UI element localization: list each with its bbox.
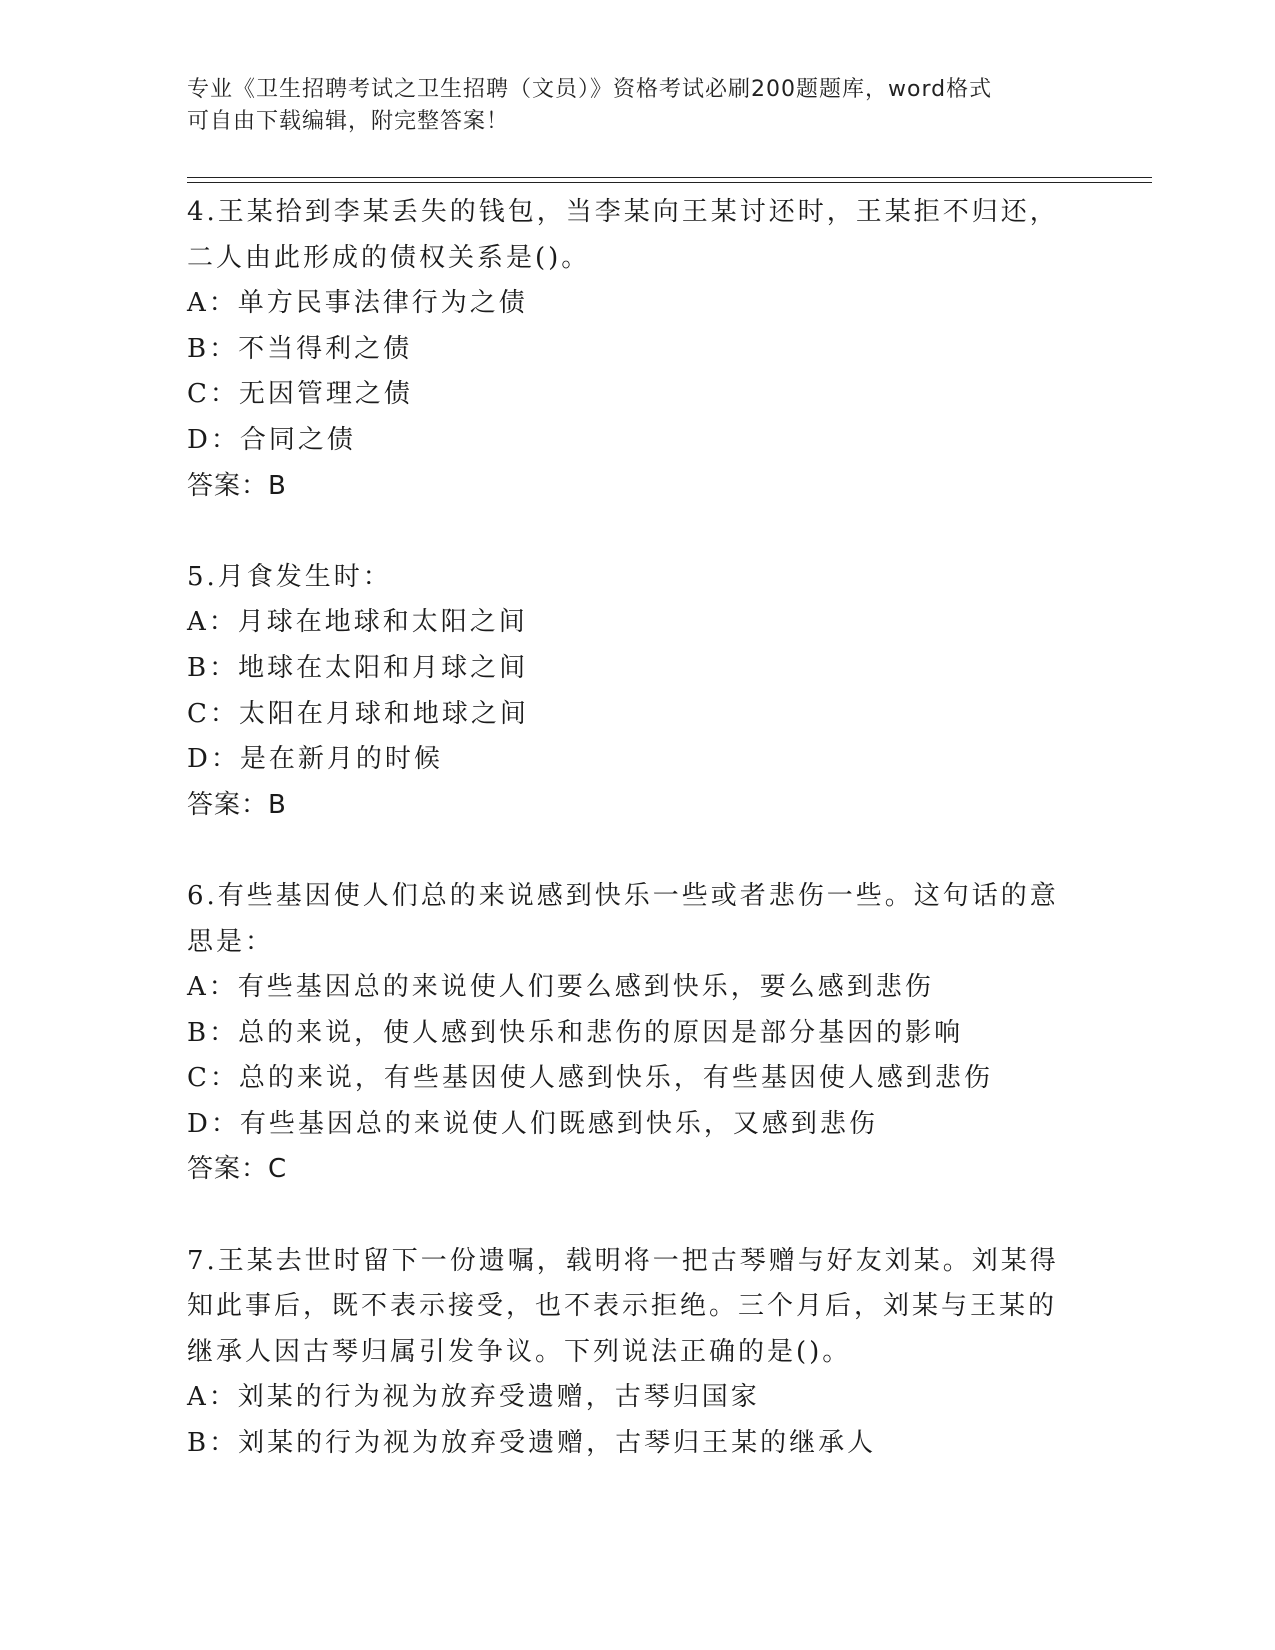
question-7: [187, 1239, 1117, 1467]
option-c: C：总的来说，有些基因使人感到快乐，有些基因使人感到悲伤: [187, 1063, 993, 1094]
option-c: C：无因管理之债: [187, 379, 413, 410]
option-b: B：刘某的行为视为放弃受遗赠，古琴归王某的继承人: [187, 1428, 877, 1459]
question-list: [187, 190, 1117, 1467]
question-stem: 继承人因古琴归属引发争议。下列说法正确的是()。: [187, 1336, 852, 1367]
option-a: A：单方民事法律行为之债: [187, 288, 528, 319]
option-a: A：月球在地球和太阳之间: [187, 607, 528, 638]
question-stem: 4.王某拾到李某丢失的钱包，当李某向王某讨还时，王某拒不归还，: [187, 197, 1059, 227]
header-line-2: 可自由下载编辑，附完整答案！: [187, 109, 510, 134]
option-b: B：地球在太阳和月球之间: [187, 652, 529, 683]
answer: 答案：C: [187, 1154, 288, 1185]
question-stem: 思是：: [187, 926, 275, 957]
option-d: D：是在新月的时候: [187, 744, 443, 775]
question-stem: 5.月食发生时：: [187, 561, 392, 592]
option-b: B：不当得利之债: [187, 333, 413, 364]
document-header: [187, 74, 1067, 138]
option-a: A：刘某的行为视为放弃受遗赠，古琴归国家: [187, 1382, 760, 1413]
option-b: B：总的来说，使人感到快乐和悲伤的原因是部分基因的影响: [187, 1017, 964, 1048]
answer: 答案：B: [187, 789, 287, 820]
question-stem: 7.王某去世时留下一份遗嘱，载明将一把古琴赠与好友刘某。刘某得: [187, 1245, 1059, 1276]
option-d: D：有些基因总的来说使人们既感到快乐，又感到悲伤: [187, 1108, 878, 1139]
question-4: [187, 190, 1117, 509]
question-stem: 知此事后，既不表示接受，也不表示拒绝。三个月后，刘某与王某的: [187, 1291, 1058, 1322]
header-line-1: 专业《卫生招聘考试之卫生招聘（文员）》资格考试必刷200题题库，word格式: [187, 77, 993, 102]
question-6: [187, 874, 1117, 1193]
question-stem: 二人由此形成的债权关系是()。: [187, 242, 591, 273]
header-divider: [187, 177, 1152, 183]
option-c: C：太阳在月球和地球之间: [187, 698, 529, 729]
option-d: D：合同之债: [187, 424, 356, 455]
question-5: [187, 555, 1117, 829]
option-a: A：有些基因总的来说使人们要么感到快乐，要么感到悲伤: [187, 972, 934, 1003]
question-stem: 6.有些基因使人们总的来说感到快乐一些或者悲伤一些。这句话的意: [187, 880, 1059, 911]
answer: 答案：B: [187, 470, 287, 501]
